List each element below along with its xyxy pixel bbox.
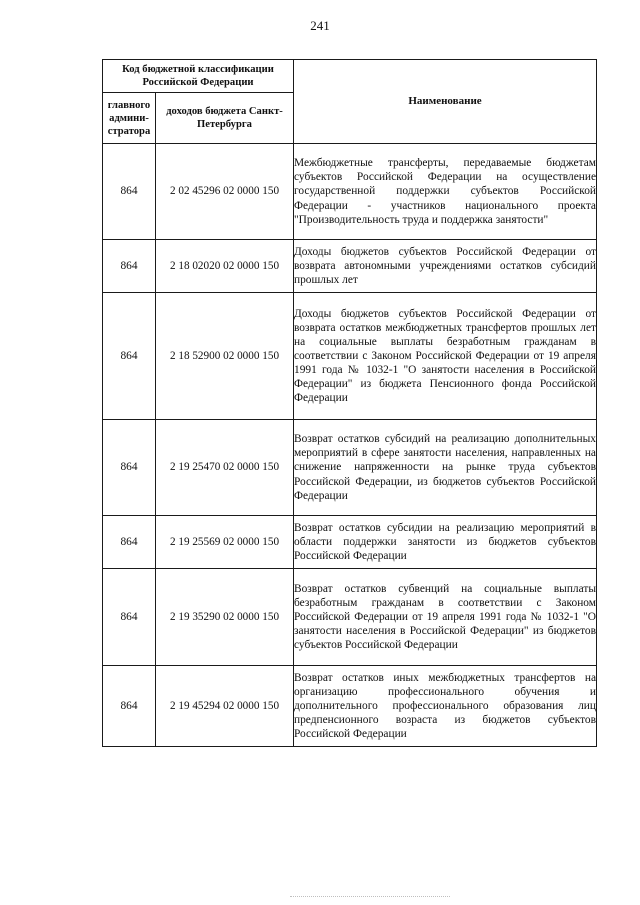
table-row: [103, 144, 597, 240]
income-name-cell: Возврат остатков иных межбюджетных трансфертов на организацию профессионального обучения и дополнительного профессионального образования лиц предпенсионного возраста из бюджетов субъектов Российской Федерации: [294, 666, 597, 747]
income-name-cell: Возврат остатков субсидии на реализацию мероприятий в области поддержки занятости из бюджетов субъектов Российской Федерации: [294, 516, 597, 569]
income-name-cell: Доходы бюджетов субъектов Российской Федерации от возврата остатков межбюджетных трансфертов прошлых лет на социальные выплаты безработным гражданам в соответствии с Законом Российской Федерации от 19 апреля 1991 года № 1032-1 "О занятости населения в Российской Федерации" из бюджета Пенсионного фонда Российской Федерации: [294, 293, 597, 420]
header-income-code: доходов бюджета Санкт-Петербурга: [156, 93, 294, 144]
table-row: [103, 516, 597, 569]
income-code-cell: 2 02 45296 02 0000 150: [156, 144, 294, 240]
income-code-cell: 2 19 35290 02 0000 150: [156, 569, 294, 666]
income-code-cell: 2 19 25470 02 0000 150: [156, 420, 294, 516]
income-name-cell: Возврат остатков субсидий на реализацию дополнительных мероприятий в сфере занятости населения, направленных на снижение напряженности на рынке труда субъектов Российской Федерации, из бюджетов субъектов Российской Федерации: [294, 420, 597, 516]
admin-code-cell: 864: [103, 666, 156, 747]
income-code-cell: 2 18 02020 02 0000 150: [156, 240, 294, 293]
table-row: [103, 293, 597, 420]
admin-code-cell: 864: [103, 420, 156, 516]
admin-code-cell: 864: [103, 240, 156, 293]
admin-code-cell: 864: [103, 516, 156, 569]
income-code-cell: 2 19 25569 02 0000 150: [156, 516, 294, 569]
income-name-cell: Доходы бюджетов субъектов Российской Федерации от возврата автономными учреждениями остатков субсидий прошлых лет: [294, 240, 597, 293]
admin-code-cell: 864: [103, 569, 156, 666]
header-budget-code-group: Код бюджетной классификации Российской Федерации: [103, 60, 294, 93]
header-main-administrator: главного админи- стратора: [103, 93, 156, 144]
page-number: 241: [310, 18, 330, 33]
income-name-cell: Межбюджетные трансферты, передаваемые бюджетам субъектов Российской Федерации на осуществление государственной поддержки субъектов Российской Федерации - участников национального проекта "Производительность труда и поддержка занятости": [294, 144, 597, 240]
budget-classification-table: [102, 59, 597, 747]
table-row: [103, 666, 597, 747]
income-name-cell: Возврат остатков субвенций на социальные выплаты безработным гражданам в соответствии с Законом Российской Федерации от 19 апреля 1991 года № 1032-1 "О занятости населения в Российской Федерации" из бюджетов субъектов Российской Федерации: [294, 569, 597, 666]
table-row: [103, 240, 597, 293]
header-name: Наименование: [294, 60, 597, 144]
admin-code-cell: 864: [103, 144, 156, 240]
income-code-cell: 2 19 45294 02 0000 150: [156, 666, 294, 747]
table-row: [103, 420, 597, 516]
footer-scan-mark: [290, 896, 450, 900]
table-row: [103, 569, 597, 666]
admin-code-cell: 864: [103, 293, 156, 420]
income-code-cell: 2 18 52900 02 0000 150: [156, 293, 294, 420]
